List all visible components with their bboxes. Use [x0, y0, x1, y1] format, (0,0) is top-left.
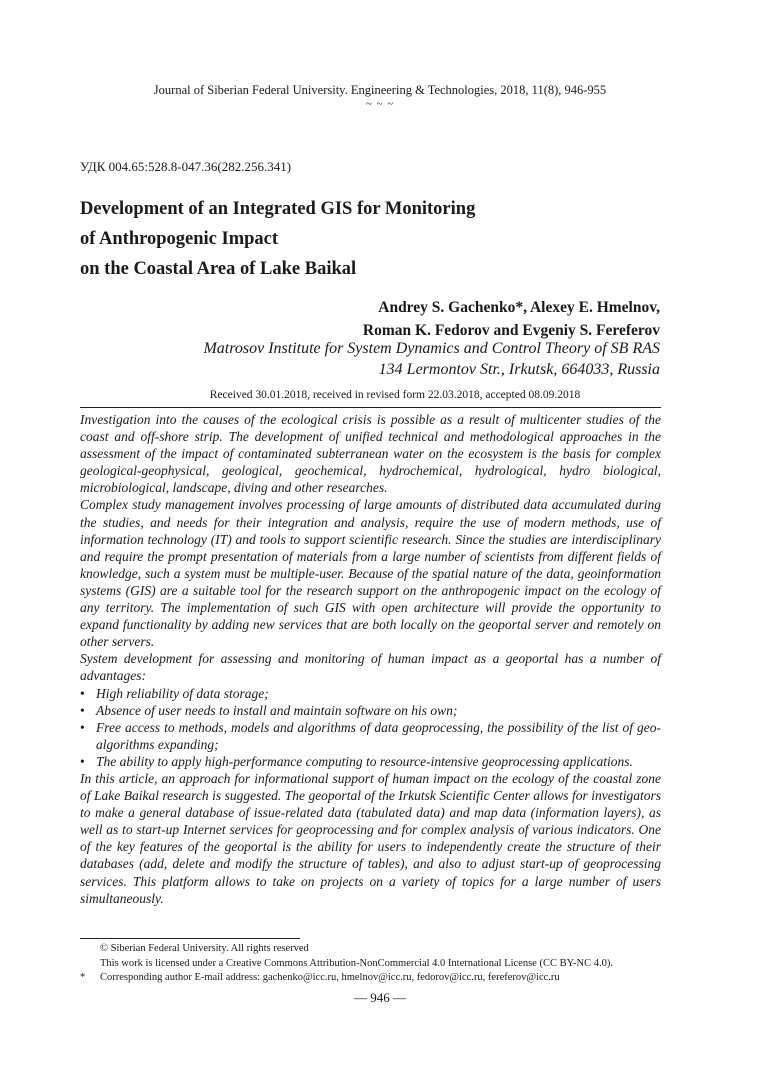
- corresponding-author-note: [80, 971, 680, 986]
- bullet-icon: •: [80, 753, 85, 769]
- footnotes: [80, 942, 680, 986]
- author-line: Roman K. Fedorov and Evgeniy S. Fereferov: [362, 322, 660, 339]
- footnote-divider: [80, 938, 300, 939]
- bullet-icon: •: [80, 685, 85, 701]
- affiliation-line: Matrosov Institute for System Dynamics and Control Theory of SB RAS: [203, 340, 660, 357]
- udc-code: УДК 004.65:528.8-047.36(282.256.341): [80, 159, 292, 174]
- copyright-note: © Siberian Federal University. All rights reserved: [100, 943, 309, 954]
- article-title: [80, 194, 680, 284]
- list-item: [80, 702, 661, 719]
- bullet-icon: •: [80, 702, 85, 718]
- list-item-text: Absence of user needs to install and maintain software on his own;: [96, 702, 458, 718]
- journal-header: Journal of Siberian Federal University. Engineering & Technologies, 2018, 11(8), 946-955: [153, 83, 607, 97]
- author-list: [363, 296, 660, 342]
- received-dates: Received 30.01.2018, received in revised form 22.03.2018, accepted 08.09.2018: [209, 389, 581, 401]
- abstract-paragraph: In this article, an approach for informational support of human impact on the ecology of the coastal zone of Lake Baikal research is suggested. The geoportal of the Irkutsk Scientific Center allows for investigators to make a general database of issue-related data (tabulated data) and map data (information layers), as well as to start-up Internet services for geoprocessing and for complex analysis of various indicators. One of the key features of the geoportal is the ability for users to independently create the structure of their databases (add, delete and modify the structure of tables), and also to adjust start-up of geoprocessing services. This platform allows to take on projects on a variety of topics for a large number of users simultaneously.: [80, 770, 661, 906]
- advantages-list: [80, 685, 661, 770]
- title-line: of Anthropogenic Impact: [80, 229, 279, 249]
- list-item-text: Free access to methods, models and algorithms of data geoprocessing, the possibility of the list of geo-algorithms expanding;: [96, 719, 661, 752]
- affiliation: [203, 338, 660, 380]
- footnote-marker: *: [80, 972, 86, 983]
- header-ornament: ~ ~ ~: [365, 98, 395, 110]
- abstract-paragraph: System development for assessing and monitoring of human impact as a geoportal has a number of advantages:: [80, 651, 661, 684]
- affiliation-line: 134 Lermontov Str., Irkutsk, 664033, Russia: [378, 361, 660, 378]
- abstract-paragraph: Investigation into the causes of the ecological crisis is possible as a result of multicenter studies of the coast and off-shore strip. The development of unified technical and methodological approaches in the assessment of the impact of contaminated subterranean water on the ecosystem is the basis for complex geological-geophysical, geological, geochemical, hydrochemical, hydrological, hydro biological, microbiological, landscape, diving and other researches.: [80, 412, 661, 496]
- title-line: on the Coastal Area of Lake Baikal: [80, 259, 357, 279]
- list-item: [80, 685, 661, 702]
- list-item-text: High reliability of data storage;: [96, 685, 269, 701]
- abstract-divider: [80, 407, 661, 408]
- abstract-paragraph: Complex study management involves processing of large amounts of distributed data accumulated during the studies, and needs for their integration and analysis, require the use of modern methods, use of information technology (IT) and tools to support scientific research. Since the studies are interdisciplinary and require the prompt presentation of materials from a large number of scientists from different fields of knowledge, such a system must be multiple-user. Because of the spatial nature of the data, geoinformation systems (GIS) are a suitable tool for the research support on the anthropogenic impact on the ecology of any territory. The implementation of such GIS with open architecture will provide the opportunity to expand functionality by adding new services that are both locally on the geoportal server and remotely on other servers.: [80, 497, 661, 650]
- corresponding-author-text: Corresponding author E-mail address: gachenko@icc.ru, hmelnov@icc.ru, fedorov@icc.ru, fereferov@icc.ru: [100, 972, 560, 983]
- page-number: — 946 —: [354, 990, 406, 1005]
- list-item-text: The ability to apply high-performance computing to resource-intensive geoprocessing applications.: [96, 753, 633, 769]
- author-line: Andrey S. Gachenko*, Alexey E. Hmelnov,: [378, 299, 660, 316]
- bullet-icon: •: [80, 719, 85, 735]
- license-note: This work is licensed under a Creative Commons Attribution-NonCommercial 4.0 International License (CC BY-NC 4.0).: [100, 957, 613, 969]
- list-item: [80, 719, 661, 753]
- title-line: Development of an Integrated GIS for Monitoring: [80, 199, 476, 219]
- abstract: [80, 411, 661, 907]
- list-item: [80, 753, 661, 770]
